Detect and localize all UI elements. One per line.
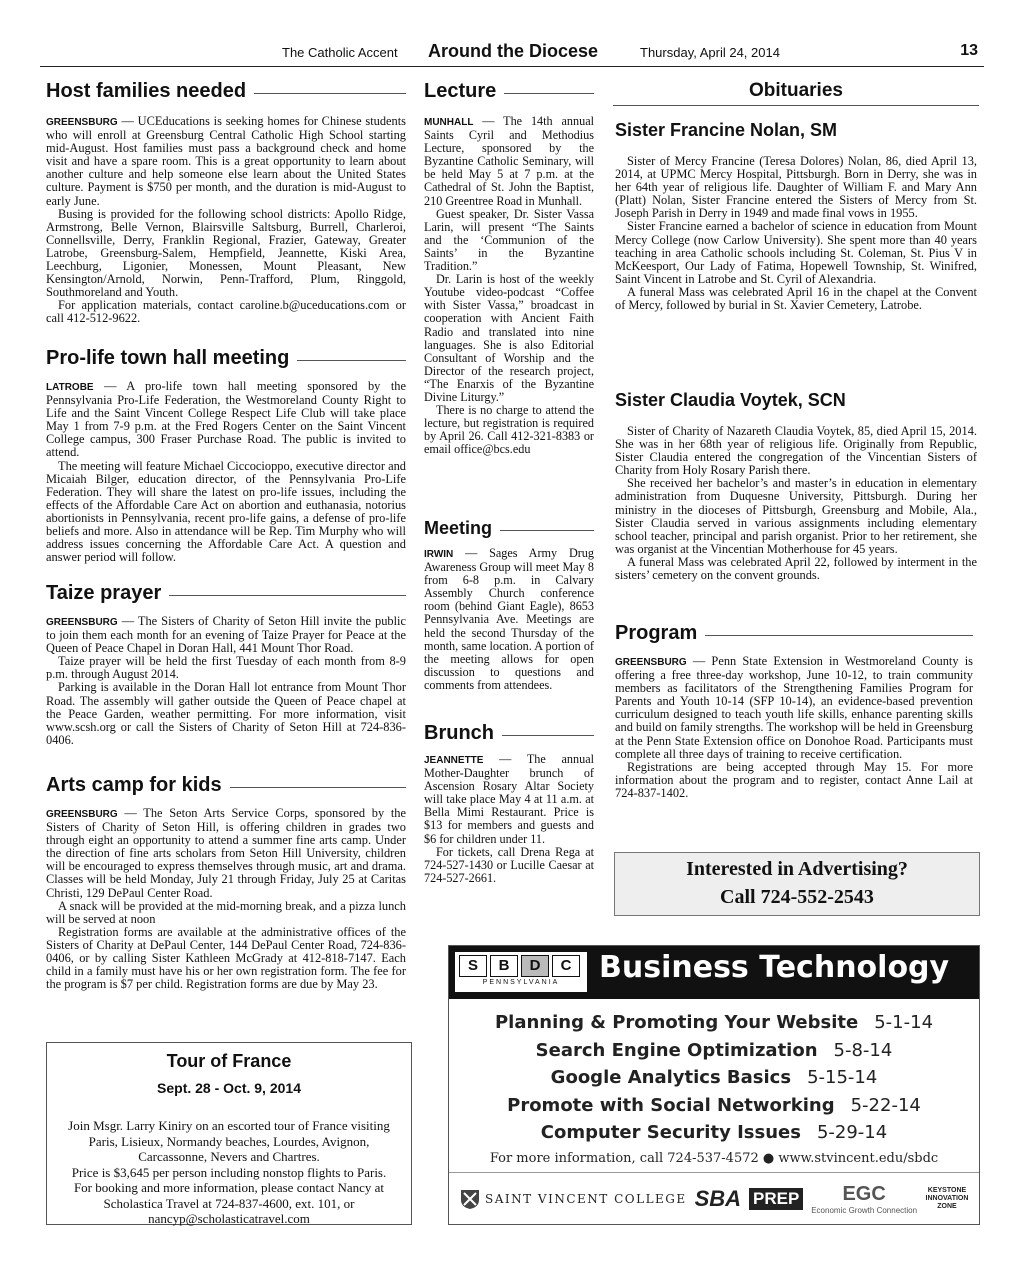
headline-meeting: Meeting <box>424 518 594 539</box>
headline-brunch: Brunch <box>424 722 594 745</box>
article-arts-camp <box>46 774 406 991</box>
obituary-body: Sister of Charity of Nazareth Claudia Voytek, 85, died April 15, 2014. She was in her 68th year of religious life. Originally from Republic, Sister Claudia entered the congregation of the Vincentian Sisters of Charity from Holy Rosary Parish there. She received her bachelor’s and master’s in education in elementary administration from Duquesne University, Pittsburgh. During her ministry in the dioceses of Pittsburgh, Greensburg and Mobile, Ala., Sister Claudia served in various assignments including elementary school teacher, principal and parish organist. Prior to her retirement, she was organist at the Vincentian Motherhouse for 45 years. A funeral Mass was celebrated April 22, followed by interment in the sisters’ cemetery on the convent grounds. <box>615 424 977 583</box>
headline-voytek: Sister Claudia Voytek, SCN <box>615 390 846 410</box>
article-host-families <box>46 80 406 326</box>
headline-program: Program <box>615 622 973 645</box>
keystone-logo: KEYSTONE INNOVATION ZONE <box>925 1186 969 1210</box>
advertising-box <box>614 852 980 916</box>
obituary-body: Sister of Mercy Francine (Teresa Dolores) Nolan, 86, died April 13, 2014, at UPMC Mercy Hospital, Pittsburgh. Born in Derry, she was in her 64th year of religious life. Daughter of William F. and Mary Ann (Platt) Nolan, Sister Francine entered the Sisters of Mercy from St. Joseph Parish in Derry in 1949 and made final vows in 1955. Sister Francine earned a bachelor of science in education from Mount Mercy College (now Carlow University). She spent more than 40 years teaching in area Catholic schools including St. Coleman, St. Pius V in McKeesport, Our Lady of Fatima, Hopewell Township, St. Winifred, Saint Vincent in Latrobe and St. Cyril of Alexandria. A funeral Mass was celebrated April 16 in the chapel at the Convent of Mercy, followed by burial in St. Xavier Cemetery, Latrobe. <box>615 154 977 313</box>
prep-logo: PREP <box>749 1188 803 1210</box>
obituary-nolan <box>615 120 977 312</box>
tour-dates: Sept. 28 - Oct. 9, 2014 <box>157 1080 301 1096</box>
page-number: 13 <box>960 42 978 59</box>
dateline: MUNHALL <box>424 117 474 128</box>
advertising-phone: Call 724-552-2543 <box>720 886 874 908</box>
dateline: IRWIN <box>424 549 454 560</box>
issue-date: Thursday, April 24, 2014 <box>640 45 780 60</box>
article-body: GREENSBURG — UCEducations is seeking homes for Chinese students who will enroll at Greensburg Central Catholic High School starting mid-August. Host families must pass a background check and home visit and have a spare room. This is a great opportunity to learn about another culture and help someone else learn about the United States culture. Payment is $750 per month, and the duration is mid-August to early June. Busing is provided for the following school districts: Apollo Ridge, Armstrong, Belle Vernon, Blairsville Saltsburg, Burrell, Charleroi, Connellsville, Derry, Franklin Regional, Frazier, Gateway, Greater Latrobe, Greensburg-Salem, Hempfield, Jeannette, Kiski Area, Leechburg, Ligonier, Monessen, Mount Pleasant, New Kensington/Arnold, Norwin, Penn-Trafford, Plum, Ringgold, Southmoreland and Youth. For application materials, contact caroline.b@uceducations.com or call 412-512-9622. <box>46 114 406 326</box>
session-row: Computer Security Issues 5-29-14 <box>540 1122 888 1143</box>
section-name: Around the Diocese <box>428 41 599 61</box>
egc-logo: EGC Economic Growth Connection <box>811 1182 918 1215</box>
logo-letter: C <box>552 955 580 977</box>
sbdc-logo <box>455 952 587 992</box>
dateline: GREENSBURG <box>46 617 118 628</box>
article-body: LATROBE — A pro-life town hall meeting sponsored by the Pennsylvania Pro-Life Federation, the Westmoreland County Right to Life and the Saint Vincent College Respect Life Club will take place May 1 from 7-9 p.m. at the Fred Rogers Center on the Saint Vincent College campus, 300 Fraser Purchase Road. The public is invited to attend. The meeting will feature Michael Ciccocioppo, executive director and Micaiah Bilger, education director, of the Pennsylvania Pro-Life Federation. They will share the latest on pro-life issues, including the effects of the Affordable Care Act on abortion and euthanasia, notorius abortionists in Pennsylvania, recent pro-life gains, a defense of pro-life beliefs and more. Also in attendance will be Rep. Tim Murphy who will address issues concerning the Affordable Care Act. A question and answer period will follow. <box>46 379 406 565</box>
sba-logo: SBA <box>694 1185 742 1211</box>
headline-nolan: Sister Francine Nolan, SM <box>615 120 838 140</box>
article-program <box>615 622 973 800</box>
session-row: Google Analytics Basics 5-15-14 <box>550 1067 878 1088</box>
obituaries-title: Obituaries <box>613 80 979 106</box>
paper-name: The Catholic Accent <box>282 45 398 60</box>
ad-title: Business Technology <box>599 950 950 985</box>
saint-vincent-logo: SAINT VINCENT COLLEGE <box>459 1188 687 1210</box>
headline-lecture: Lecture <box>424 80 594 103</box>
dateline: GREENSBURG <box>46 117 118 128</box>
masthead <box>40 40 984 67</box>
session-row: Promote with Social Networking 5-22-14 <box>507 1094 921 1116</box>
article-body: MUNHALL — The 14th annual Saints Cyril and Methodius Lecture, sponsored by the Byzantine Catholic Seminary, will be held May 5 at 7 p.m. at the Cathedral of St. John the Baptist, 210 Greentree Road in Munhall. Guest speaker, Dr. Sister Vassa Larin, will present “The Saints and the ‘Communion of the Saints’ in the Byzantine Tradition.” Dr. Larin is host of the weekly Youtube video-podcast “Coffee with Sister Vassa,” broadcast in cooperation with Ancient Faith Radio and translated into nine languages. She is also Editorial Consultant of Worship and the Director of the research project, “The Enarxis of the Byzantine Divine Liturgy.” There is no charge to attend the lecture, but registration is required by April 26. Call 412-321-8383 or email office@bcs.edu <box>424 114 594 457</box>
article-meeting <box>424 518 594 692</box>
article-taize <box>46 582 406 747</box>
dateline: GREENSBURG <box>615 657 687 668</box>
sbdc-ad <box>448 945 980 1225</box>
sponsor-logos <box>449 1172 979 1224</box>
session-row: Search Engine Optimization 5-8-14 <box>535 1039 893 1061</box>
headline-host-families: Host families needed <box>46 80 406 103</box>
obituary-voytek <box>615 390 977 582</box>
session-row: Planning & Promoting Your Website 5-1-14 <box>494 1012 934 1033</box>
logo-state: PENNSYLVANIA <box>482 979 560 986</box>
headline-taize: Taize prayer <box>46 582 406 605</box>
article-brunch <box>424 722 594 885</box>
article-body: GREENSBURG — Penn State Extension in Westmoreland County is offering a free three-day workshop, June 10-12, to train community members as facilitators of the Strengthening Families Program for Parents and Youth 10-14 (SFP 10-14), an evidence-based prevention curriculum designed to teach youth life skills, enhance parenting skills and build on family strengths. The workshop will be held in Greensburg at the Penn State Extension office on Donohoe Road. Participants must complete all three days of training to receive certification. Registrations are being accepted through May 15. For more information about the program and to register, contact Anne Lail at 724-837-1402. <box>615 654 973 800</box>
obituaries-section <box>613 80 979 106</box>
college-crest-icon <box>459 1188 481 1210</box>
contact-info: For more information, call 724-537-4572 ● www.stvincent.edu/sbdc <box>489 1150 939 1166</box>
dateline: JEANNETTE <box>424 755 484 766</box>
article-lecture <box>424 80 594 456</box>
session-list <box>449 999 979 1147</box>
dateline: GREENSBURG <box>46 809 118 820</box>
tour-title: Tour of France <box>166 1051 292 1071</box>
advertising-line-1: Interested in Advertising? <box>686 858 908 880</box>
article-body: JEANNETTE — The annual Mother-Daughter brunch of Ascension Rosary Altar Society will take place May 4 at 11 a.m. at Bella Mimi Restaurant. Price is $13 for members and guests and $6 for children under 11. For tickets, call Drena Rega at 724-527-1430 or Lucille Caesar at 724-527-2661. <box>424 752 594 885</box>
logo-letter: S <box>459 955 487 977</box>
article-pro-life <box>46 347 406 564</box>
logo-letter: D <box>521 955 549 977</box>
tour-ad-box <box>46 1042 412 1225</box>
headline-pro-life: Pro-life town hall meeting <box>46 347 406 370</box>
sbdc-header <box>449 946 979 999</box>
article-body: GREENSBURG — The Sisters of Charity of Seton Hill invite the public to join them each month for an evening of Taize Prayer for Peace at the Queen of Peace Chapel in Doran Hall, 441 Mount Thor Road. Taize prayer will be held the first Tuesday of each month from 8-9 p.m. through August 2014. Parking is available in the Doran Hall lot entrance from Mount Thor Road. The assembly will gather outside the Queen of Peace chapel at the Peace Garden, weather permitting. For more information, visit www.scsh.org or call the Sisters of Charity of Seton Hill at 724-836-0406. <box>46 614 406 747</box>
dateline: LATROBE <box>46 382 94 393</box>
article-body: GREENSBURG — The Seton Arts Service Corps, sponsored by the Sisters of Charity of Seton Hill, is offering children in grades two through eight an opportunity to attend a summer fine arts camp. Under the direction of fine arts scholars from Seton Hill University, children will be encouraged to express themselves through music, art and drama. Classes will be held Monday, July 21 through Friday, July 25 at Caritas Christi, 129 DePaul Center Road. A snack will be provided at the mid-morning break, and a pizza lunch will be served at noon Registration forms are available at the administrative offices of the Sisters of Charity at DePaul Center, 144 DePaul Center Road, 724-836-0406, or by calling Sister Kathleen McGrady at 412-818-7147. Each child in a family must have his or her own registration form. The fee for the program is $7 per child. Registration forms are due by May 23. <box>46 806 406 992</box>
article-body: IRWIN — Sages Army Drug Awareness Group will meet May 8 from 6-8 p.m. in Calvary Assembly Church conference room (behind Giant Eagle), 8653 Pennsylvania Ave. Meetings are held the second Thursday of the month, same location. A portion of the meeting allows for open discussion to questions and comments from attendees. <box>424 546 594 692</box>
tour-body: Join Msgr. Larry Kiniry on an escorted tour of France visiting Paris, Lisieux, Normandy beaches, Lourdes, Avignon, Carcassonne, Nevers and Chartres. Price is $3,645 per person including nonstop flights to Paris. For booking and more information, please contact Nancy at Scholastica Travel at 724-837-4600, ext. 101, or nancyp@scholasticatravel.com <box>68 1118 390 1226</box>
headline-arts-camp: Arts camp for kids <box>46 774 406 797</box>
logo-letter: B <box>490 955 518 977</box>
